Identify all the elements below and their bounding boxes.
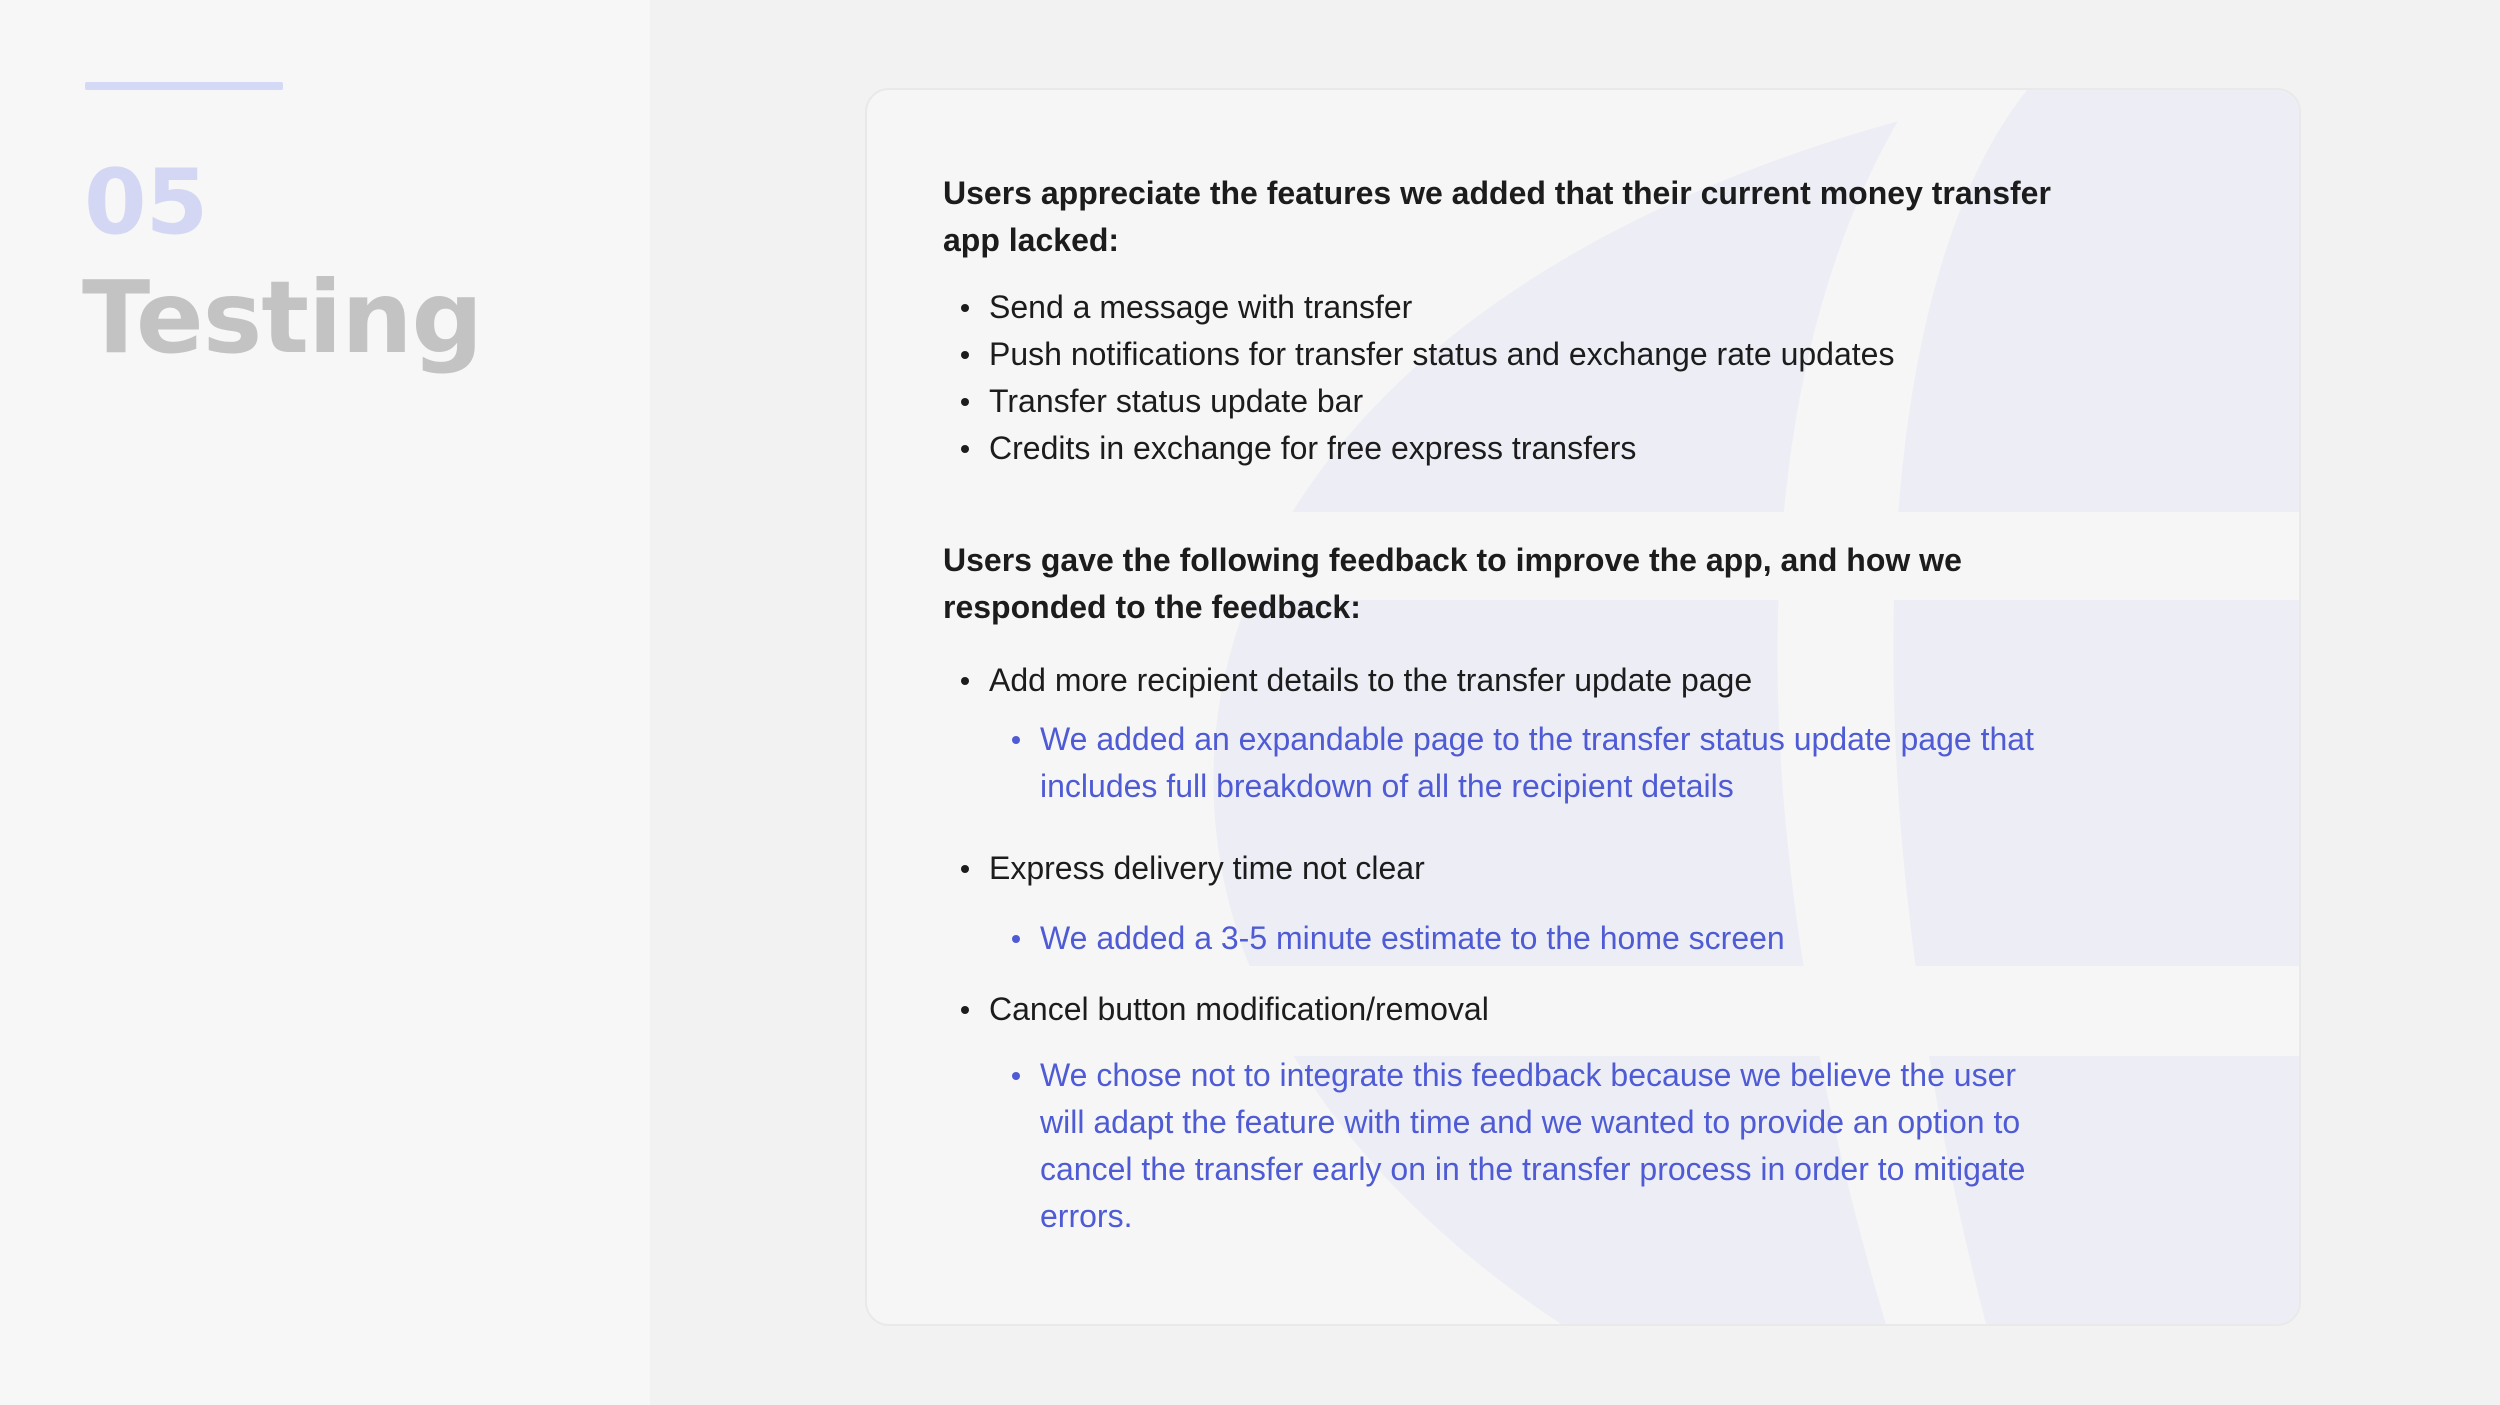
features-heading: Users appreciate the features we added that their current money transfer app lacked:: [943, 175, 2051, 258]
feature-item: Transfer status update bar: [943, 378, 2063, 425]
feedback-item: Add more recipient details to the transfer update page: [943, 657, 2063, 704]
feedback-response: We chose not to integrate this feedback because we believe the user will adapt the feature with time and we wanted to provide an option to cancel the transfer early on in the transfer process in order to mitigate errors.: [943, 1052, 2063, 1240]
feature-item: Send a message with transfer: [943, 284, 2063, 331]
feedback-response: We added an expandable page to the transfer status update page that includes full breakdown of all the recipient details: [943, 716, 2063, 810]
feature-item: Push notifications for transfer status and exchange rate updates: [943, 331, 2063, 378]
feedback-content: [943, 170, 2063, 1240]
feedback-item: Cancel button modification/removal: [943, 986, 2063, 1033]
section-title: Testing: [82, 259, 483, 376]
accent-divider: [85, 82, 283, 90]
feedback-response: We added a 3-5 minute estimate to the home screen: [943, 915, 2063, 962]
sidebar: [0, 0, 650, 1405]
feedback-list: [943, 657, 2063, 1240]
content-card: [865, 88, 2301, 1326]
feedback-item: Express delivery time not clear: [943, 845, 2063, 892]
section-number: 05: [84, 150, 208, 255]
features-list: [943, 284, 2063, 472]
feature-item: Credits in exchange for free express transfers: [943, 425, 2063, 472]
feedback-heading: Users gave the following feedback to improve the app, and how we responded to the feedback:: [943, 542, 1962, 625]
